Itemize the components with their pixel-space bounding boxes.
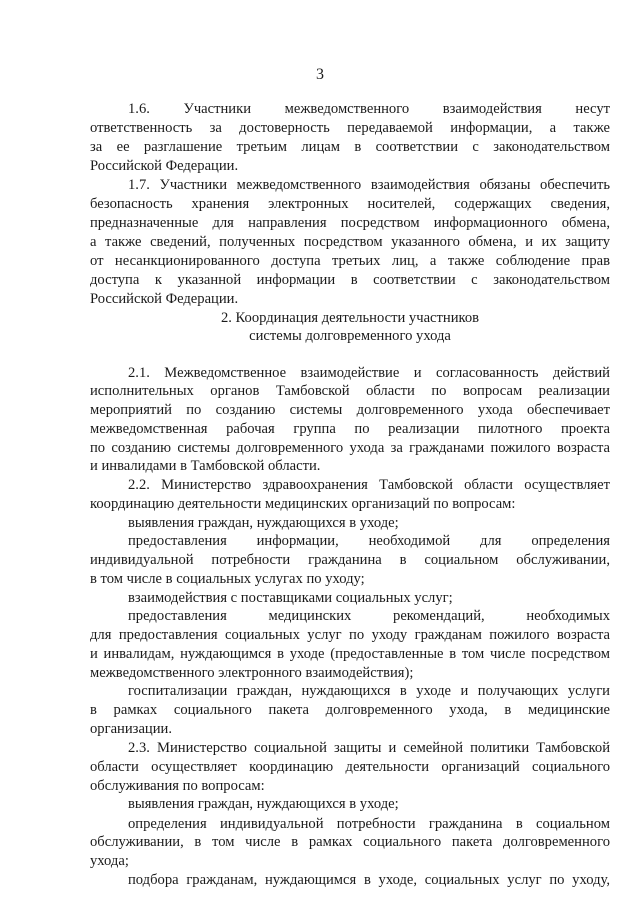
paragraph-line: и инвалидам, нуждающимся в уходе (предоставленные в том числе посредством [90,646,610,662]
paragraph-line: ухода; [90,853,129,869]
paragraph-line: за ее разглашение третьим лицам в соответствии с законодательством [90,139,610,155]
paragraph-line: выявления граждан, нуждающихся в уходе; [128,796,399,812]
paragraph-line: Российской Федерации. [90,158,239,174]
paragraph-line: по созданию системы долговременного ухода за гражданами пожилого возраста [90,440,610,456]
paragraph-line: 1.7. Участники межведомственного взаимодействия обязаны обеспечить [128,177,610,193]
section-heading-line: 2. Координация деятельности участников [220,310,480,326]
paragraph-line: выявления граждан, нуждающихся в уходе; [128,515,399,531]
paragraph-line: 1.6. Участники межведомственного взаимодействия несут [128,101,610,117]
paragraph-line: 2.1. Межведомственное взаимодействие и согласованность действий [128,365,610,381]
paragraph-line: 2.2. Министерство здравоохранения Тамбовской области осуществляет [128,477,610,493]
paragraph-line: предоставления медицинских рекомендаций, необходимых [128,608,610,624]
paragraph-line: организации. [90,721,172,737]
paragraph-line: доступа к указанной информации в соответствии с законодательством [90,272,610,288]
paragraph-line: а также сведений, полученных посредством указанного обмена, и их защиту [90,234,610,250]
paragraph-line: подбора гражданам, нуждающимся в уходе, социальных услуг по уходу, [128,872,610,888]
paragraph-line: области осуществляет координацию деятельности организаций социального [90,759,610,775]
paragraph-line: взаимодействия с поставщиками социальных услуг; [128,590,453,606]
paragraph-line: межведомственная рабочая группа по реализации пилотного проекта [90,421,610,437]
paragraph-line: Российской Федерации. [90,291,239,307]
paragraph-line: координацию деятельности медицинских организаций по вопросам: [90,496,516,512]
paragraph-line: индивидуальной потребности гражданина в социальном обслуживании, [90,552,610,568]
paragraph-line: 2.3. Министерство социальной защиты и семейной политики Тамбовской [128,740,610,756]
page-number: 3 [316,66,324,83]
paragraph-line: определения индивидуальной потребности гражданина в социальном [128,816,610,832]
paragraph-line: ответственность за достоверность передаваемой информации, а также [90,120,610,136]
paragraph-line: госпитализации граждан, нуждающихся в уходе и получающих услуги [128,683,610,699]
paragraph-line: межведомственного электронного взаимодействия); [90,665,414,681]
paragraph-line: обслуживании, в том числе в рамках социального пакета долговременного [90,834,610,850]
paragraph-line: в том числе в социальных услугах по уходу; [90,571,365,587]
paragraph-line: обслуживания по вопросам: [90,778,265,794]
section-heading-line: системы долговременного ухода [249,328,451,344]
paragraph-line: предназначенные для направления посредством информационного обмена, [90,215,610,231]
paragraph-line: в рамках социального пакета долговременного ухода, в медицинские [90,702,610,718]
paragraph-line: от несанкционированного доступа третьих лиц, а также соблюдение прав [90,253,610,269]
paragraph-line: безопасность хранения электронных носителей, содержащих сведения, [90,196,610,212]
paragraph-line: и инвалидами в Тамбовской области. [90,458,321,474]
paragraph-line: мероприятий по созданию системы долговременного ухода обеспечивает [90,402,610,418]
paragraph-line: исполнительных органов Тамбовской области по вопросам реализации [90,383,610,399]
paragraph-line: предоставления информации, необходимой для определения [128,533,610,549]
paragraph-line: для предоставления социальных услуг по уходу гражданам пожилого возраста [90,627,610,643]
